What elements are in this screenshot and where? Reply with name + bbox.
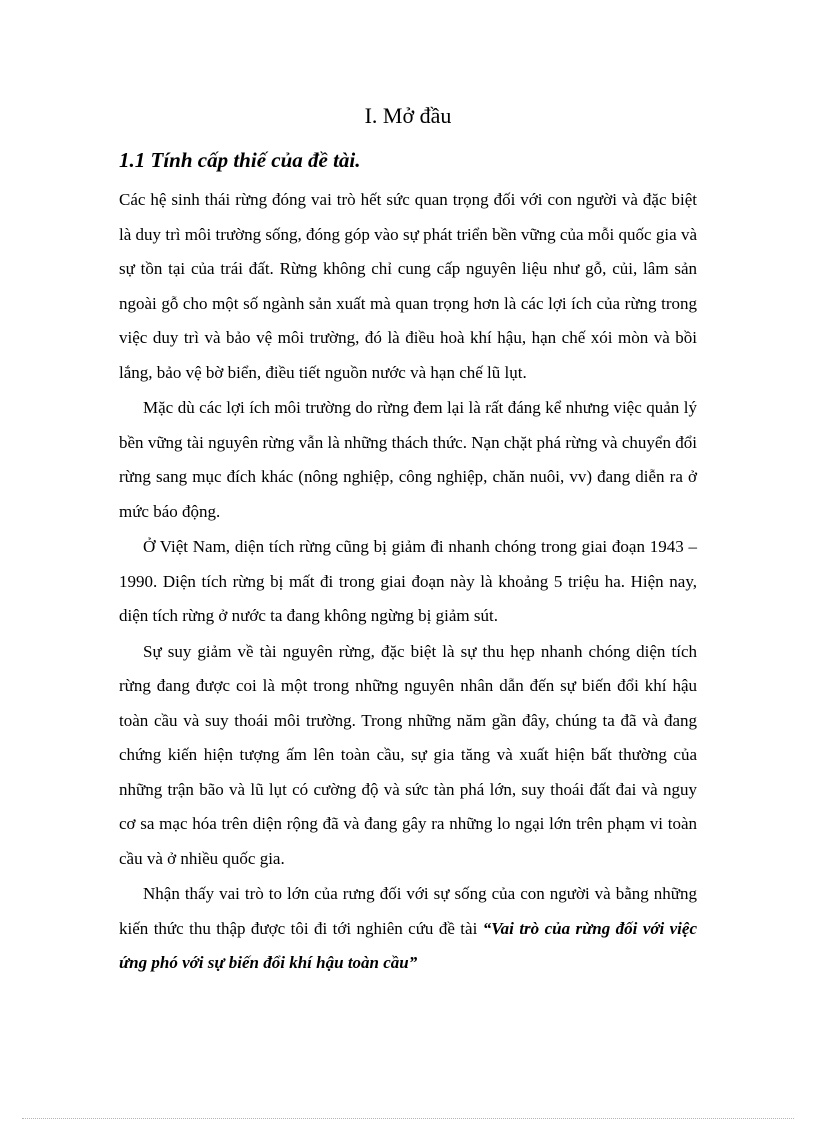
topic-title: “Vai trò của rừng đối với việc ứng phó với sự biến đổi khí hậu toàn cầu” — [119, 918, 697, 972]
paragraph-management: Mặc dù các lợi ích môi trường do rừng đem lại là rất đáng kể nhưng việc quản lý bền vững tài nguyên rừng vẫn là những thách thức. Nạn chặt phá rừng và chuyển đổi rừng sang mục đích khác (nông nghiệp, công nghiệp, chăn nuôi, vv) đang diễn ra ở mức báo động. — [119, 398, 697, 521]
paragraph-topic-text: Nhận thấy vai trò to lớn của rưng đối với sự sống của con người và bằng những kiến thức thu thập được tôi đi tới nghiên cứu đề tài — [119, 884, 697, 938]
section-title: 1.1 Tính cấp thiế của đề tài. — [119, 148, 361, 172]
paragraph-decline: Sự suy giảm về tài nguyên rừng, đặc biệt là sự thu hẹp nhanh chóng diện tích rừng đang được coi là một trong những nguyên nhân dẫn đến sự biến đổi khí hậu toàn cầu và suy thoái môi trường. Trong những năm gần đây, chúng ta đã và đang chứng kiến hiện tượng ấm lên toàn cầu, sự gia tăng và xuất hiện bất thường của những trận bão và lũ lụt có cường độ và sức tàn phá lớn, suy thoái đất đai và nguy cơ sa mạc hóa trên diện rộng đã và đang gây ra những lo ngại lớn trên phạm vi toàn cầu và ở nhiều quốc gia. — [119, 641, 697, 868]
paragraph-vietnam: Ở Việt Nam, diện tích rừng cũng bị giảm đi nhanh chóng trong giai đoạn 1943 – 1990. Diện tích rừng bị mất đi trong giai đoạn này là khoảng 5 triệu ha. Hiện nay, diện tích rừng ở nước ta đang không ngừng bị giảm sút. — [119, 537, 697, 625]
body-text — [119, 183, 697, 982]
paragraph-topic — [119, 877, 697, 981]
paragraph-intro: Các hệ sinh thái rừng đóng vai trò hết sức quan trọng đối với con người và đặc biệt là duy trì môi trường sống, đóng góp vào sự phát triển bền vững của mỗi quốc gia và sự tồn tại của trái đất. Rừng không chỉ cung cấp nguyên liệu như gỗ, củi, lâm sản ngoài gỗ cho một số ngành sản xuất mà quan trọng hơn là các lợi ích của rừng trong việc duy trì và bảo vệ môi trường, đó là điều hoà khí hậu, hạn chế xói mòn và bồi lắng, bảo vệ bờ biển, điều tiết nguồn nước và hạn chế lũ lụt. — [119, 190, 697, 382]
chapter-title: I. Mở đầu — [364, 103, 452, 128]
page-bottom-divider — [22, 1118, 794, 1119]
